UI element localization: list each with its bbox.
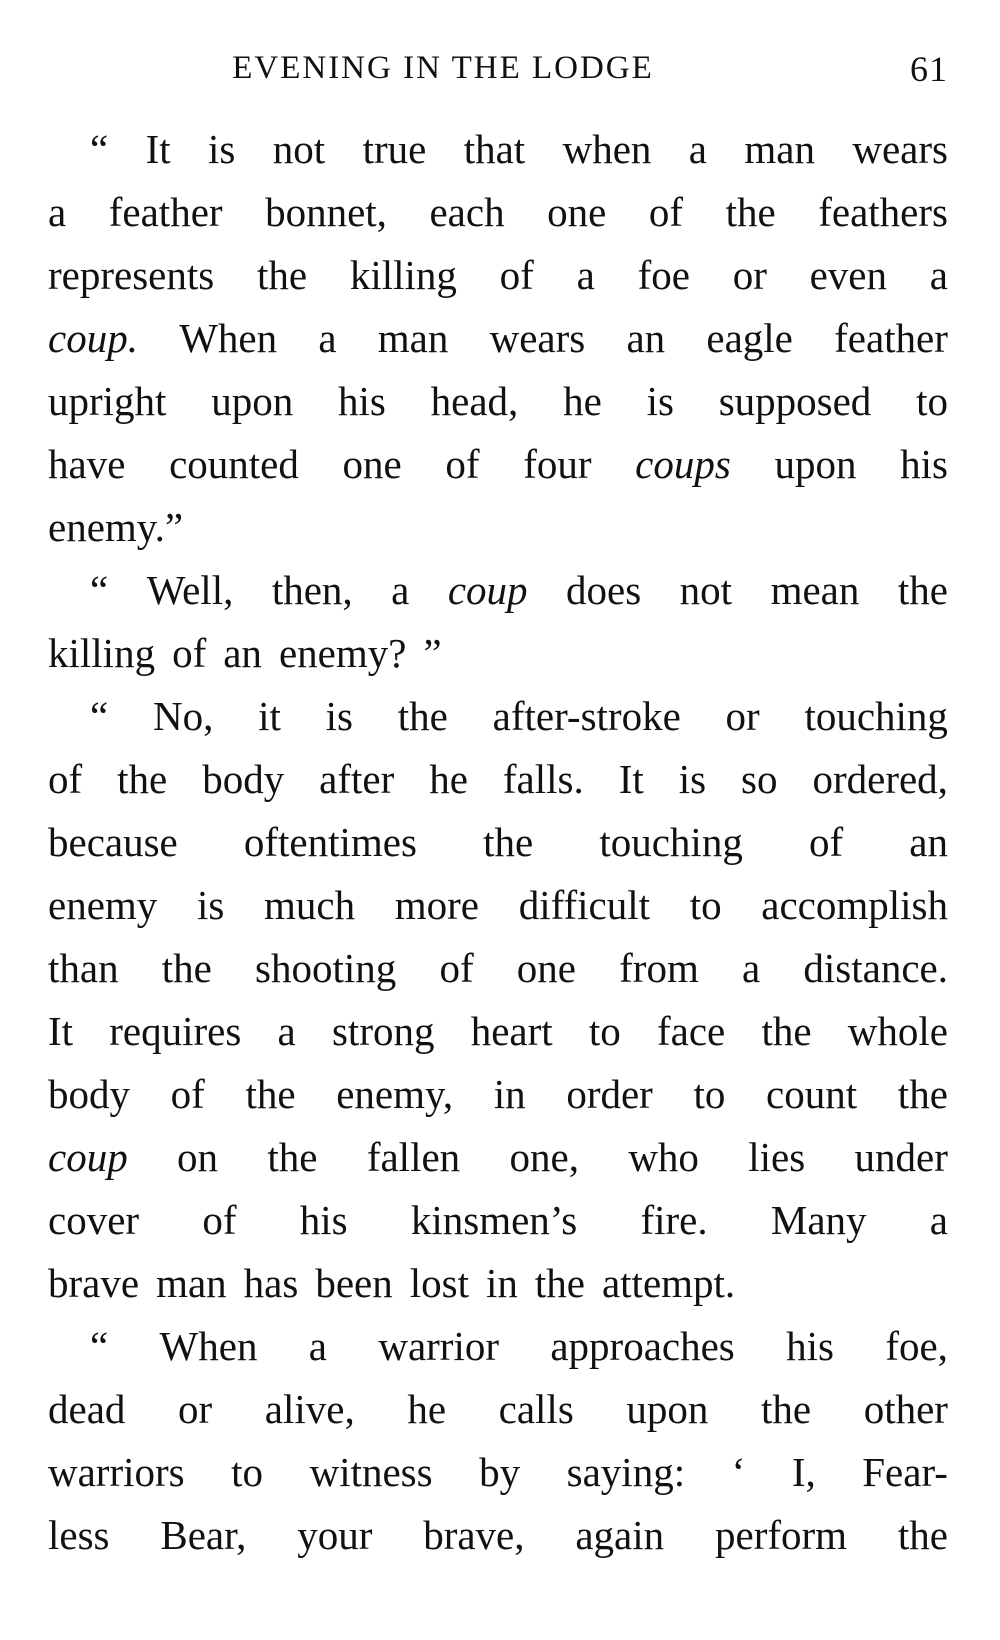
word: not [679,567,733,613]
word: It [618,756,644,802]
word: a [391,567,410,613]
word: whole [847,1008,948,1054]
word: man [156,1260,227,1306]
word: the [256,252,308,298]
word: fire. [640,1197,708,1243]
word: feather [834,315,948,361]
word: falls. [502,756,584,802]
word: has [243,1260,299,1306]
word: “ [90,1323,109,1369]
word: the [761,1008,812,1054]
word: his [338,378,386,424]
word: counted [169,441,299,487]
word: touching [804,693,948,739]
word: cover [48,1197,140,1243]
text-line [48,1504,948,1567]
word: to [231,1449,264,1495]
text-line [48,622,948,685]
word: foe [637,252,690,298]
word: represents [48,252,215,298]
word: one [547,189,607,235]
word: a [742,945,761,991]
word: No, [152,693,214,739]
word: brave, [423,1512,525,1558]
word: requires [109,1008,242,1054]
word: after-stroke [492,693,681,739]
word: coup. [48,315,138,361]
text-line [48,307,948,370]
text-line [48,496,948,559]
word: then, [271,567,353,613]
word: Fear- [862,1449,948,1495]
word: fallen [366,1134,461,1180]
text-line [48,1378,948,1441]
word: is [678,756,707,802]
word: accomplish [761,882,948,928]
word: under [854,1134,948,1180]
word: is [325,693,354,739]
text-line [48,433,948,496]
word: I, [791,1449,816,1495]
word: of [439,945,474,991]
word: each [429,189,505,235]
word: attempt. [601,1260,736,1306]
word: the [397,693,448,739]
word: upon [774,441,857,487]
text-line [48,370,948,433]
word: witness [309,1449,433,1495]
word: saying: [566,1449,686,1495]
word: feather [108,189,223,235]
word: does [566,567,642,613]
running-head [48,38,948,108]
word: kinsmen’s [410,1197,578,1243]
word: he [429,756,468,802]
word: upright [48,378,167,424]
word: the [245,1071,296,1117]
word: count [766,1071,858,1117]
text-line [48,559,948,622]
word: killing [349,252,457,298]
word: alive, [264,1386,355,1432]
word: been [315,1260,393,1306]
word: Well, [146,567,234,613]
word: a [318,315,337,361]
word: enemy [48,882,158,928]
text-line [48,1441,948,1504]
word: of [499,252,534,298]
word: head, [430,378,519,424]
word: ” [423,630,442,676]
word: a [308,1323,327,1369]
word: on [177,1134,219,1180]
word: your [297,1512,373,1558]
word: touching [599,819,743,865]
word: bonnet, [265,189,387,235]
book-page [48,38,948,1608]
word: “ [90,693,109,739]
text-line [48,1126,948,1189]
text-line [48,1315,948,1378]
word: dead [48,1386,126,1432]
word: shooting [255,945,397,991]
text-line [48,118,948,181]
text-line [48,1063,948,1126]
word: other [863,1386,948,1432]
word: an [626,315,666,361]
word: body [48,1071,130,1117]
word: Bear, [160,1512,247,1558]
text-line [48,181,948,244]
word: who [628,1134,699,1180]
word: brave [48,1260,140,1306]
word: so [741,756,778,802]
word: a [576,252,595,298]
word: wears [852,126,948,172]
word: eagle [706,315,793,361]
word: the [725,189,776,235]
text-line [48,937,948,1000]
word: warrior [378,1323,500,1369]
word: oftentimes [243,819,417,865]
word: in [485,1260,518,1306]
word: When [179,315,278,361]
word: “ [90,567,109,613]
word: less [48,1512,110,1558]
word: to [689,882,722,928]
text-line [48,1252,948,1315]
word: face [656,1008,726,1054]
word: one [516,945,576,991]
word: man [744,126,815,172]
word: the [897,1512,948,1558]
word: after [319,756,395,802]
word: It [48,1008,74,1054]
word: the [761,1386,812,1432]
word: or [732,252,767,298]
text-line [48,685,948,748]
word: enemy.” [48,504,184,550]
word: to [916,378,948,424]
word: approaches [550,1323,735,1369]
text-line [48,1189,948,1252]
word: more [394,882,480,928]
word: or [178,1386,213,1432]
word: the [483,819,534,865]
word: heart [470,1008,553,1054]
word: When [159,1323,258,1369]
word: from [619,945,699,991]
word: perform [715,1512,848,1558]
body-text [48,118,948,1567]
text-line [48,1000,948,1063]
word: a [929,1197,948,1243]
word: lies [748,1134,806,1180]
word: he [407,1386,447,1432]
word: his [299,1197,348,1243]
word: again [575,1512,665,1558]
word: difficult [518,882,651,928]
word: a [688,126,707,172]
word: coups [635,441,731,487]
word: the [117,756,168,802]
word: the [534,1260,585,1306]
word: have [48,441,126,487]
word: feathers [818,189,948,235]
word: true [362,126,427,172]
text-line [48,811,948,874]
word: his [900,441,948,487]
text-line [48,748,948,811]
word: man [377,315,449,361]
word: of [48,756,83,802]
word: of [648,189,684,235]
word: even [809,252,888,298]
word: upon [211,378,294,424]
word: when [562,126,652,172]
word: warriors [48,1449,185,1495]
word: Many [770,1197,867,1243]
word: four [523,441,592,487]
word: mean [770,567,860,613]
word: because [48,819,178,865]
word: of [202,1197,237,1243]
word: lost [409,1260,469,1306]
word: an [223,630,262,676]
word: much [264,882,356,928]
word: than [48,945,119,991]
word: foe, [885,1323,948,1369]
word: his [786,1323,834,1369]
word: calls [498,1386,574,1432]
word: strong [331,1008,435,1054]
word: enemy? [278,630,407,676]
word: one [342,441,402,487]
word: one, [509,1134,579,1180]
word: is [196,882,225,928]
word: coup [48,1134,128,1180]
word: the [897,567,948,613]
word: ordered, [812,756,948,802]
page-number: 61 [910,49,948,89]
word: to [588,1008,621,1054]
word: to [693,1071,726,1117]
word: by [479,1449,521,1495]
word: supposed [718,378,872,424]
word: upon [626,1386,709,1432]
word: the [897,1071,948,1117]
word: order [566,1071,653,1117]
word: of [170,1071,205,1117]
word: coup [447,567,528,613]
word: of [445,441,480,487]
word: of [808,819,844,865]
word: It [145,126,171,172]
word: or [725,693,760,739]
running-title: EVENING IN THE LODGE [232,50,654,86]
word: the [161,945,212,991]
text-line [48,874,948,937]
word: a [929,252,948,298]
word: distance. [803,945,948,991]
word: “ [90,126,109,172]
word: he [563,378,602,424]
word: the [267,1134,318,1180]
word: is [646,378,674,424]
word: wears [489,315,586,361]
word: not [272,126,326,172]
word: is [208,126,236,172]
word: ‘ [731,1449,746,1495]
word: a [48,189,67,235]
word: enemy, [336,1071,454,1117]
word: in [493,1071,526,1117]
word: it [258,693,281,739]
word: that [463,126,526,172]
word: killing [48,630,156,676]
word: body [202,756,285,802]
word: an [909,819,948,865]
text-line [48,244,948,307]
word: of [172,630,207,676]
word: a [277,1008,296,1054]
